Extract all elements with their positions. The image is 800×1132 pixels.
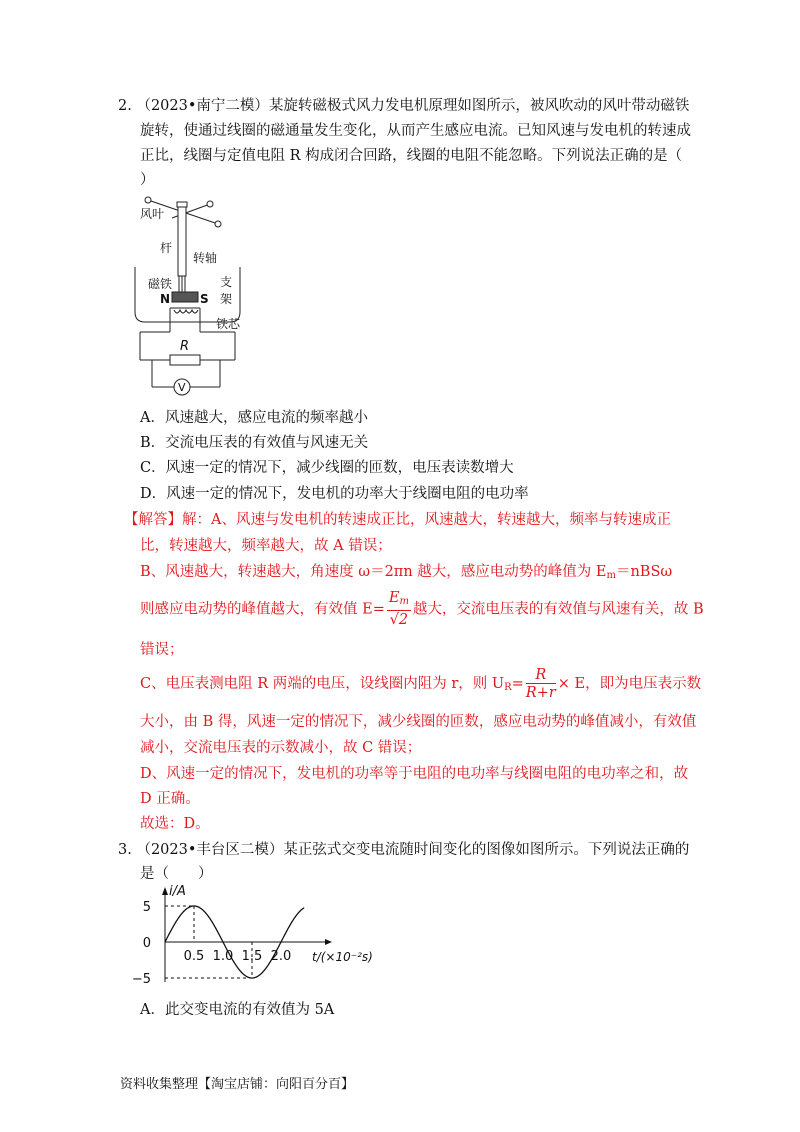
y-axis-label: i/A [169,884,186,899]
answer-line-5: 错误； [140,642,184,658]
label-blade: 风叶 [140,207,165,221]
label-stand-2: 架 [220,292,233,306]
footer-source: 资料收集整理【淘宝店铺：向阳百分百】 [120,1077,355,1092]
label-core: 铁芯 [216,317,241,331]
fraction-em-over-root2: $\frac{E_m}{√2}$ [388,590,409,628]
q2-option-b: B．交流电压表的有效值与风速无关 [140,435,369,451]
label-rod: 杆 [160,241,173,255]
y-tick-label: −5 [131,972,151,987]
label-shaft: 转轴 [193,251,218,265]
answer-line-7: 大小，由 B 得，风速一定的情况下，减少线圈的匝数，感应电动势的峰值减小，有效值 [140,714,697,730]
q2-option-d: D．风速一定的情况下，发电机的功率大于线圈电阻的电功率 [140,486,529,502]
label-r: R [180,339,190,354]
answer-line-11: 故选：D。 [140,816,210,832]
generator-diagram [130,192,255,402]
q3-stem-line-2: 是（ ） [140,866,213,882]
x-tick-label: 1.0 [212,949,234,964]
answer-line-6: C、电压表测电阻 R 两端的电压，设线圈内阻为 r，则 $U_R=$ $\frac{R}{R+r}$ × E，即为电压表示数 [140,666,702,701]
label-v: V [178,381,186,394]
q2-option-a: A．风速越大，感应电流的频率越小 [140,410,368,426]
current-time-chart [131,883,400,993]
answer-line-1: 【解答】解：A、风速与发电机的转速成正比，风速越大，转速越大，频率与转速成正 [124,512,671,528]
q3-option-a: A．此交变电流的有效值为 5A [140,1002,335,1018]
q2-stem-line-4: ） [140,172,155,188]
answer-line-10: D 正确。 [140,791,200,807]
answer-line-9: D、风速一定的情况下，发电机的功率等于电阻的电功率与线圈电阻的电功率之和，故 [140,766,689,782]
x-axis-arrow [325,939,332,945]
q2-option-c: C．风速一定的情况下，减少线圈的匝数，电压表读数增大 [140,460,514,476]
label-magnet: 磁铁 [148,277,173,291]
q2-stem-line-2: 旋转，使通过线圈的磁通量发生变化，从而产生感应电流。已知风速与发电机的转速成 [140,123,691,139]
q2-stem-line-1: 2. （2023•南宁二模）某旋转磁极式风力发电机原理如图所示，被风吹动的风叶带动磁铁 [118,98,690,114]
answer-line-4: 则感应电动势的峰值越大，有效值 E= $\frac{E_m}{√2}$ 越大，交流电压表的有效值与风速有关，故 B [140,590,704,628]
answer-line-3: B、风速越大，转速越大，角速度 ω＝2πn 越大，感应电动势的峰值为 $E_m=nBS\omega$ [140,564,673,581]
x-tick-label: 1.5 [241,949,263,964]
label-n: N [160,292,171,306]
x-axis-label: t/(×10⁻²s) [312,950,373,964]
y-axis-arrow [162,887,168,895]
x-tick-label: 0.5 [183,949,205,964]
q2-stem-line-3: 正比，线圈与定值电阻 R 构成闭合回路，线圈的电阻不能忽略。下列说法正确的是（ [140,148,683,164]
label-s: S [200,292,209,306]
q3-stem-line-1: 3. （2023•丰台区二模）某正弦式交变电流随时间变化的图像如图所示。下列说法正确的 [118,842,690,858]
y-tick-label: 5 [142,900,151,915]
x-tick-label: 2.0 [270,949,292,964]
y-tick-label: 0 [142,936,151,951]
fraction-r-over-rr: $\frac{R}{R+r}$ [525,666,556,701]
answer-line-2: 比，转速越大，频率越大，故 A 错误； [140,538,392,554]
answer-line-8: 减小，交流电压表的示数减小，故 C 错误； [140,740,422,756]
label-stand-1: 支 [220,275,233,289]
